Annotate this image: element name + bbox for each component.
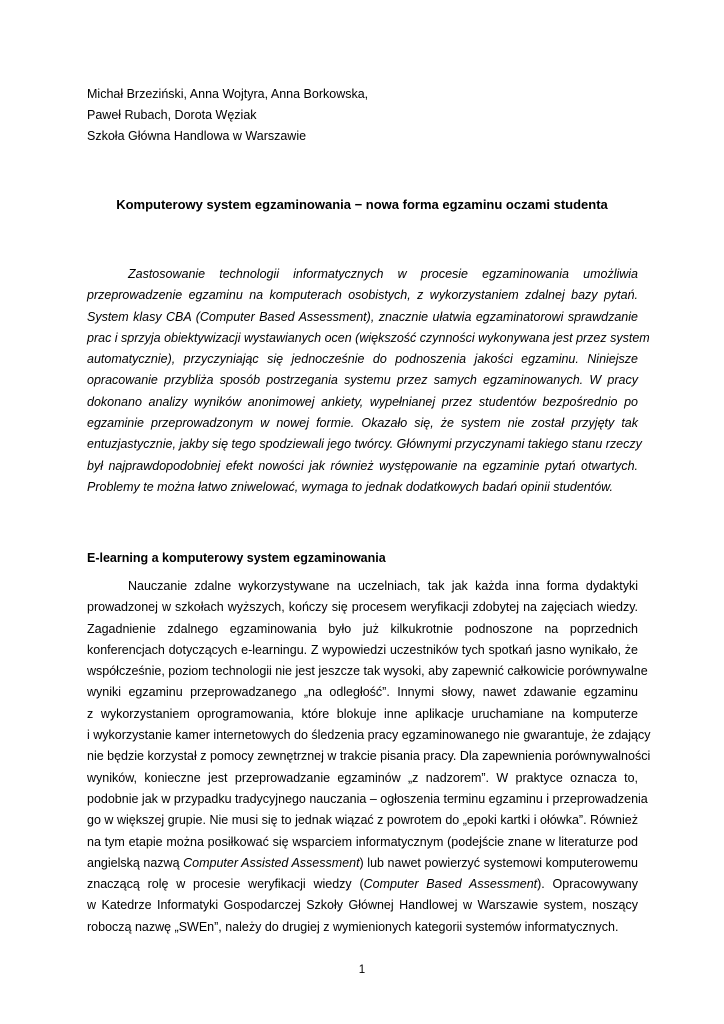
text-line: konferencjach dotyczących e-learningu. Z wypowiedzi uczestników tych spotkań jasno wynikało, że xyxy=(87,642,638,657)
text-line: wyników, konieczne jest przeprowadzanie egzaminów „z nadzorem”. W praktyce oznacza to, xyxy=(87,770,638,785)
text-line: Nauczanie zdalne wykorzystywane na uczelniach, tak jak każda inna forma dydaktyki xyxy=(128,579,638,593)
text-line: wyniki egzaminu przeprowadzanego „na odległość”. Innymi słowy, nawet zdawanie egzaminu xyxy=(87,685,638,700)
text-line: znaczącą rolę w procesie weryfikacji wiedzy (Computer Based Assessment). Opracowywany xyxy=(87,877,639,892)
text-line: i wykorzystanie kamer internetowych do śledzenia pracy egzaminowanego nie gwarantuje, że zdający xyxy=(87,728,651,743)
text-line: przeprowadzenie egzaminu na komputerach osobistych, z wykorzystaniem zdalnej bazy pytań. xyxy=(87,288,638,303)
authors-line-2: Paweł Rubach, Dorota Węziak xyxy=(87,108,257,122)
text-line: automatycznie), przyczyniając się jednocześnie do podnoszenia jakości egzaminu. Niniejsze xyxy=(87,352,638,367)
text-line: egzaminie przeprowadzonym w nowej formie. Okazało się, że system nie został przyjęty tak xyxy=(87,416,638,431)
affiliation: Szkoła Główna Handlowa w Warszawie xyxy=(87,129,307,143)
text-line: współcześnie, poziom technologii nie jest jeszcze tak wysoki, aby zapewnić całkowicie porównywalne xyxy=(87,664,648,679)
text-line: Zastosowanie technologii informatycznych w procesie egzaminowania umożliwia xyxy=(128,267,638,281)
text-line: go w większej grupie. Nie musi się to jednak wiązać z powrotem do „epoki kartki i ołówka”. Również xyxy=(87,813,638,828)
page-number: 1 xyxy=(358,964,366,976)
text-line: roboczą nazwę „SWEn”, należy do drugiej z wymienionych kategorii systemów informatycznych. xyxy=(87,919,619,934)
text-line: w Katedrze Informatyki Gospodarczej Szkoły Głównej Handlowej w Warszawie system, noszący xyxy=(87,898,638,913)
text-line: nie będzie korzystał z pomocy zewnętrznej w trakcie pisania pracy. Dla zapewnienia porównywalności xyxy=(87,749,651,764)
text-line: System klasy CBA (Computer Based Assessment), znacznie ułatwia egzaminatorowi sprawdzanie xyxy=(87,309,638,324)
paper-title: Komputerowy system egzaminowania − nowa forma egzaminu oczami studenta xyxy=(116,197,608,212)
text-line: dokonano analizy wyników anonimowej ankiety, wypełnianej przez studentów bezpośrednio po xyxy=(87,394,638,409)
text-line: angielską nazwą Computer Assisted Assessment) lub nawet powierzyć systemowi komputerowemu xyxy=(87,855,638,870)
text-line: prowadzonej w szkołach wyższych, kończy się procesem weryfikacji zdobytej na zajęciach wiedzy. xyxy=(87,600,638,615)
abstract xyxy=(87,264,650,498)
text-line: z wykorzystaniem oprogramowania, które blokuje inne aplikacje uruchamiane na komputerze xyxy=(87,706,638,721)
body-paragraph xyxy=(87,576,651,938)
text-line: entuzjastycznie, jakby się tego spodziewali jego twórcy. Głównymi przyczynami takiego stanu rzeczy xyxy=(87,437,642,452)
text-line: Problemy te można łatwo zniwelować, wymaga to jednak dodatkowych badań opinii studentów. xyxy=(87,479,613,494)
text-line: na tym etapie można posiłkować się wsparciem informatycznym (podejście znane w literaturze pod xyxy=(87,834,638,849)
authors-line-1: Michał Brzeziński, Anna Wojtyra, Anna Borkowska, xyxy=(87,87,369,101)
author-block xyxy=(87,84,368,147)
text-line: prac i sprzyja obiektywizacji wystawianych ocen (większość czynności wykonywana jest przez system xyxy=(87,330,650,345)
text-line: opracowanie przybliża sposób postrzegania systemu przez samych egzaminowanych. W pracy xyxy=(87,373,638,388)
text-line: podobnie jak w przypadku tradycyjnego nauczania – ogłoszenia terminu egzaminu i przeprowadzenia xyxy=(87,791,648,806)
text-line: Zagadnienie zdalnego egzaminowania było już kilkukrotnie podnoszone na poprzednich xyxy=(87,621,638,636)
text-line: był najprawdopodobniej efekt nowości jak również występowanie na egzaminie pytań otwartych. xyxy=(87,458,638,473)
section-heading: E-learning a komputerowy system egzaminowania xyxy=(87,551,386,565)
